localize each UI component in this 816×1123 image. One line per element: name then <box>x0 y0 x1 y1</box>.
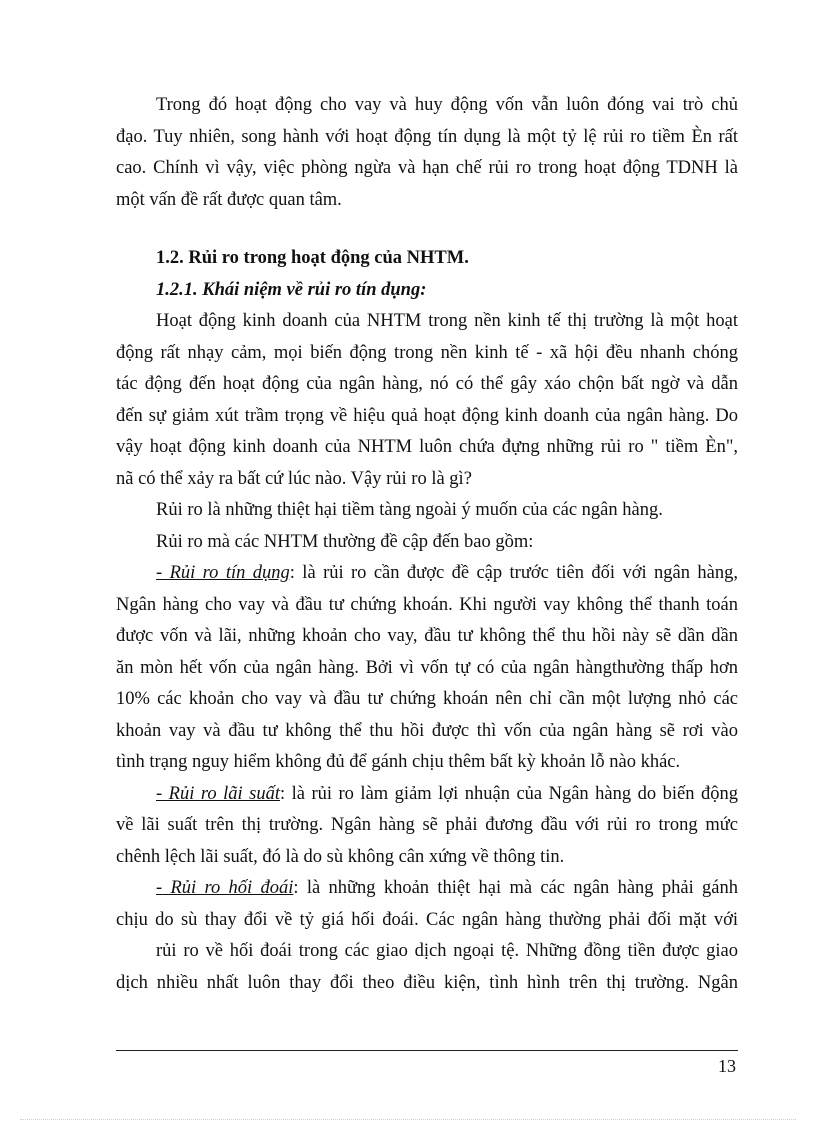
interest-risk-term: - Rủi ro lãi suất <box>156 783 280 804</box>
footer-divider <box>116 1050 738 1051</box>
interest-risk-text: : là rủi ro làm giảm lợi nhuận của Ngân hàng do biến động <box>279 783 738 804</box>
paragraph-line: Ngân hàng cho vay và đầu tư chứng khoán. Khi người vay không thể thanh toán <box>116 594 738 615</box>
paragraph-line: được vốn và lãi, những khoản cho vay, đầu tư không thể thu hồi này sẽ dần dần <box>116 626 738 646</box>
paragraph-line: đến sự giảm xút trầm trọng về hiệu quả hoạt động kinh doanh của ngân hàng. Do <box>116 405 738 426</box>
paragraph-line: 10% các khoản cho vay và đầu tư chứng khoán nên chỉ cần một lượng nhỏ các <box>116 689 738 709</box>
paragraph-line: chênh lệch lãi suất, đó là do sù không cân xứng về thông tin. <box>116 846 565 867</box>
paragraph-line: chịu do sù thay đổi về tỷ giá hối đoái. Các ngân hàng thường phải đối mặt với <box>116 909 738 930</box>
paragraph-line: động rất nhạy cảm, mọi biến động trong nền kinh tế - xã hội đều nhanh chóng <box>116 342 738 363</box>
credit-risk-text: : là rủi ro cần được đề cập trước tiên đối với ngân hàng, <box>289 563 738 583</box>
fx-risk-text: : là những khoản thiệt hại mà các ngân hàng phải gánh <box>293 878 738 898</box>
credit-risk-term: - Rủi ro tín dụng <box>156 563 290 583</box>
section-heading: 1.2. Rủi ro trong hoạt động của NHTM. <box>156 248 469 268</box>
paragraph-line: về lãi suất trên thị trường. Ngân hàng sẽ phải đương đầu với rủi ro trong mức <box>116 815 738 835</box>
paragraph-line: nã có thể xảy ra bất cứ lúc nào. Vậy rủi ro là gì? <box>116 468 472 489</box>
fx-risk-first-line <box>116 873 738 905</box>
paragraph-line: tình trạng nguy hiểm không đủ để gánh chịu thêm bất kỳ khoản lỗ nào khác. <box>116 752 681 772</box>
paragraph-line: Rủi ro mà các NHTM thường đề cập đến bao gồm: <box>156 531 534 552</box>
credit-risk-first-line <box>116 558 738 590</box>
paragraph-line: khoản vay và đầu tư không thể thu hồi được thì vốn của ngân hàng sẽ rơi vào <box>116 720 738 741</box>
paragraph-line: vậy hoạt động kinh doanh của NHTM luôn chứa đựng những rủi ro " tiềm Èn", <box>116 437 738 457</box>
page-number: 13 <box>718 1056 736 1076</box>
paragraph-line: rủi ro về hối đoái trong các giao dịch ngoại tệ. Những đồng tiền được giao <box>156 941 738 961</box>
paragraph-line: đạo. Tuy nhiên, song hành với hoạt động tín dụng là một tỷ lệ rủi ro tiềm Èn rất <box>116 126 738 147</box>
paragraph-line: Trong đó hoạt động cho vay và huy động vốn vẫn luôn đóng vai trò chủ <box>156 95 738 115</box>
paragraph-line: một vấn đề rất được quan tâm. <box>116 189 342 210</box>
paragraph-line: dịch nhiều nhất luôn thay đổi theo điều kiện, tình hình trên thị trường. Ngân <box>116 972 738 993</box>
subsection-heading: 1.2.1. Khái niệm về rủi ro tín dụng: <box>156 279 427 300</box>
paragraph-line: tác động đến hoạt động của ngân hàng, nó có thể gây xáo chộn bất ngờ và dẫn <box>116 374 738 394</box>
fx-risk-term: - Rủi ro hối đoái <box>156 878 294 898</box>
paragraph-line: ăn mòn hết vốn của ngân hàng. Bởi vì vốn tự có của ngân hàngthường thấp hơn <box>116 657 738 678</box>
body-text <box>116 90 738 999</box>
paragraph-line: Hoạt động kinh doanh của NHTM trong nền kinh tế thị trường là một hoạt <box>156 311 738 331</box>
paragraph-line: cao. Chính vì vậy, việc phòng ngừa và hạn chế rủi ro trong hoạt động TDNH là <box>116 158 738 178</box>
interest-risk-first-line <box>116 779 738 811</box>
paragraph-line: Rủi ro là những thiệt hại tiềm tàng ngoài ý muốn của các ngân hàng. <box>156 500 663 520</box>
page-bottom-border <box>20 1119 796 1120</box>
